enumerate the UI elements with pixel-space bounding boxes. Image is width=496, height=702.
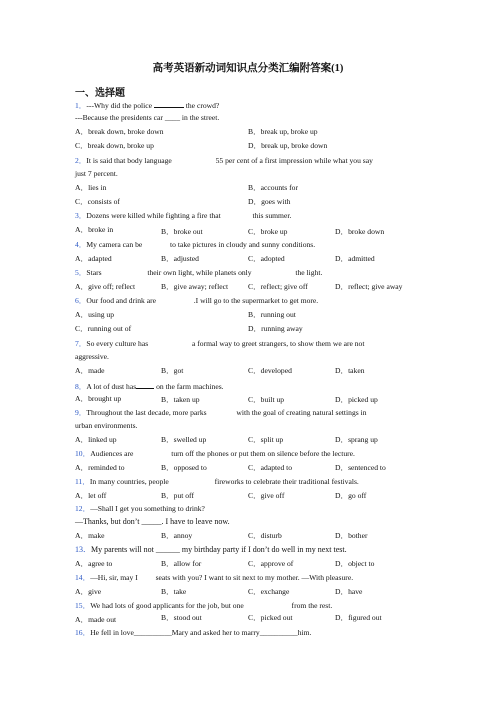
option-c[interactable]: C．split up [248, 435, 284, 444]
option-c[interactable]: C．adapted to [248, 463, 293, 472]
question-9: 9．Throughout the last decade, more parks with the goal of creating natural settings in [75, 408, 367, 417]
question-number: 15． [75, 601, 91, 610]
question-1-reply: ---Because the presidents car ____ in the street. [75, 113, 220, 122]
option-b[interactable]: B．give away; reflect [161, 282, 229, 291]
option-d[interactable]: D．running away [248, 324, 303, 333]
option-b[interactable]: B．take [161, 587, 187, 596]
option-a[interactable]: A．using up [75, 310, 115, 319]
question-9-continued: urban environments. [75, 421, 138, 430]
question-number: 11． [75, 477, 90, 486]
question-number: 3． [75, 211, 87, 220]
question-number: 6． [75, 296, 87, 305]
option-c[interactable]: C．approve of [248, 559, 294, 568]
question-1: 1．---Why did the police the crowd? [75, 101, 220, 110]
option-b[interactable]: B．opposed to [161, 463, 207, 472]
option-a[interactable]: A．agree to [75, 559, 113, 568]
option-c[interactable]: C．disturb [248, 531, 282, 540]
option-a[interactable]: A．broke in [75, 225, 114, 234]
option-b[interactable]: B．taken up [161, 395, 200, 404]
option-c[interactable]: C．break down, broke up [75, 141, 154, 150]
option-b[interactable]: B．accounts for [248, 183, 298, 192]
question-2-continued: just 7 percent. [75, 169, 118, 178]
option-a[interactable]: A．brought up [75, 394, 122, 403]
option-d[interactable]: D．sentenced to [335, 463, 386, 472]
question-number: 4． [75, 240, 87, 249]
question-number: 8． [75, 382, 87, 391]
question-number: 1． [75, 101, 87, 110]
option-a[interactable]: A．let off [75, 491, 107, 500]
question-number: 12． [75, 504, 91, 513]
question-number: 13． [75, 545, 91, 554]
option-a[interactable]: A．made [75, 366, 105, 375]
option-a[interactable]: A．adapted [75, 254, 112, 263]
option-a[interactable]: A．linked up [75, 435, 117, 444]
question-12: 12．—Shall I get you something to drink? [75, 504, 205, 513]
option-d[interactable]: D．go off [335, 491, 367, 500]
option-b[interactable]: B．annoy [161, 531, 193, 540]
question-13: 13．My parents will not ______ my birthday party if I don’t do well in my next test. [75, 545, 347, 554]
option-b[interactable]: B．running out [248, 310, 296, 319]
option-a[interactable]: A．break down, broke down [75, 127, 164, 136]
option-a[interactable]: A．made out [75, 615, 117, 624]
question-number: 7． [75, 339, 87, 348]
question-12-reply: —Thanks, but don’t _____. I have to leave now. [75, 517, 230, 526]
question-4: 4．My camera can be to take pictures in cloudy and sunny conditions. [75, 240, 316, 249]
option-d[interactable]: D．goes with [248, 197, 291, 206]
option-c[interactable]: C．consists of [75, 197, 120, 206]
option-b[interactable]: B．adjusted [161, 254, 199, 263]
question-15: 15．We had lots of good applicants for the job, but one from the rest. [75, 601, 333, 610]
option-b[interactable]: B．put off [161, 491, 194, 500]
option-c[interactable]: C．picked out [248, 613, 293, 622]
option-b[interactable]: B．broke out [161, 227, 203, 236]
question-10: 10．Audiences are turn off the phones or put them on silence before the lecture. [75, 449, 355, 458]
option-a[interactable]: A．make [75, 531, 105, 540]
document-title: 高考英语新动词知识点分类汇编附答案(1) [152, 63, 344, 74]
question-8: 8．A lot of dust has on the farm machines. [75, 382, 224, 391]
option-d[interactable]: D．object to [335, 559, 375, 568]
option-c[interactable]: C．developed [248, 366, 292, 375]
section-heading: 一、选择题 [75, 88, 125, 99]
option-b[interactable]: B．swelled up [161, 435, 207, 444]
option-a[interactable]: A．reminded to [75, 463, 125, 472]
question-number: 9． [75, 408, 87, 417]
question-number: 16． [75, 628, 91, 637]
option-a[interactable]: A．give [75, 587, 102, 596]
question-7-continued: aggressive. [75, 352, 109, 361]
option-c[interactable]: C．built up [248, 395, 285, 404]
option-d[interactable]: D．figured out [335, 613, 382, 622]
option-c[interactable]: C．reflect; give off [248, 282, 308, 291]
option-c[interactable]: C．running out of [75, 324, 132, 333]
question-number: 14． [75, 573, 91, 582]
option-a[interactable]: A．lies in [75, 183, 107, 192]
question-number: 10． [75, 449, 91, 458]
option-b[interactable]: B．stood out [161, 613, 202, 622]
option-d[interactable]: D．break up, broke down [248, 141, 328, 150]
answer-blank [136, 380, 154, 389]
option-c[interactable]: C．broke up [248, 227, 288, 236]
question-16: 16．He fell in love__________Mary and asked her to marry__________him. [75, 628, 312, 637]
option-d[interactable]: D．admitted [335, 254, 375, 263]
question-number: 5． [75, 268, 87, 277]
option-b[interactable]: B．got [161, 366, 184, 375]
option-a[interactable]: A．give off; reflect [75, 282, 136, 291]
option-d[interactable]: D．have [335, 587, 363, 596]
option-c[interactable]: C．exchange [248, 587, 290, 596]
option-d[interactable]: D．sprang up [335, 435, 378, 444]
option-d[interactable]: D．reflect; give away [335, 282, 403, 291]
question-3: 3．Dozens were killed while fighting a fire that this summer. [75, 211, 292, 220]
answer-blank [154, 99, 184, 108]
option-d[interactable]: D．bother [335, 531, 368, 540]
option-c[interactable]: C．adopted [248, 254, 285, 263]
question-6: 6．Our food and drink are .I will go to the supermarket to get more. [75, 296, 319, 305]
question-2: 2．It is said that body language 55 per cent of a first impression while what you say [75, 156, 373, 165]
question-11: 11．In many countries, people fireworks to celebrate their traditional festivals. [75, 477, 359, 486]
question-14: 14．—Hi, sir, may I seats with you? I want to sit next to my mother. —With pleasure. [75, 573, 354, 582]
question-number: 2． [75, 156, 87, 165]
option-c[interactable]: C．give off [248, 491, 285, 500]
option-b[interactable]: B．break up, broke up [248, 127, 318, 136]
option-d[interactable]: D．broke down [335, 227, 385, 236]
question-7: 7．So every culture has a formal way to greet strangers, to show them we are not [75, 339, 365, 348]
question-5: 5．Stars their own light, while planets only the light. [75, 268, 323, 277]
option-d[interactable]: D．picked up [335, 395, 378, 404]
option-d[interactable]: D．taken [335, 366, 365, 375]
option-b[interactable]: B．allow for [161, 559, 202, 568]
